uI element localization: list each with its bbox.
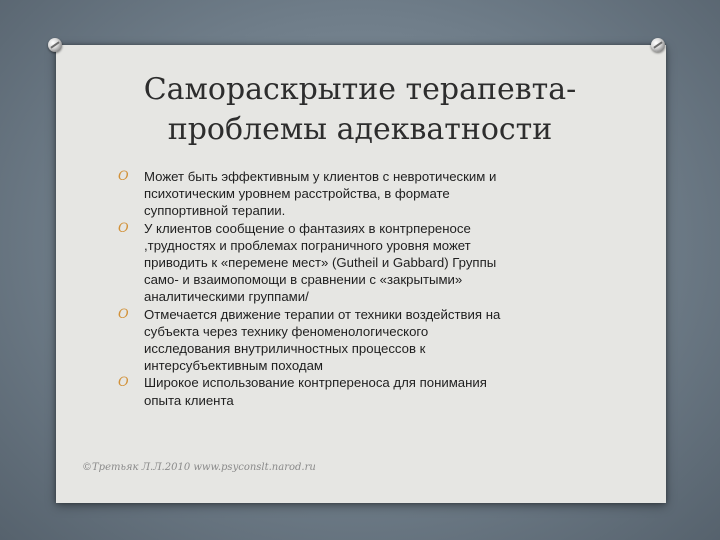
bullet-item-2 [118, 220, 598, 306]
slide-title [0, 70, 720, 150]
bullet-text: Отмечается движение терапии от техники воздействия на субъекта через технику феноменологического исследования внутриличностных процессов к интерсубъективным походам [144, 306, 501, 374]
screw-left-icon [48, 38, 62, 52]
bullet-text: Широкое использование контрпереноса для понимания опыта клиента [144, 375, 487, 408]
bullet-item-1 [118, 168, 598, 220]
screw-right-icon [651, 38, 665, 52]
bullet-marker-icon: O [118, 169, 129, 184]
slide-title-line-2: проблемы адекватности [167, 112, 553, 147]
bullet-marker-icon: O [118, 220, 129, 236]
bullet-text: Может быть эффективным у клиентов с невротическим и психотическим уровнем расстройства, в формате суппортивной терапии. [144, 169, 497, 219]
bullet-text: У клиентов сообщение о фантазиях в контрпереносе ,трудностях и проблемах пограничного уровня может приводить к «перемене мест» (Gutheil и Gabbard) Группы само- и взаимопомощи в сравнении с «закрытыми» аналитическими группами/ [144, 220, 497, 305]
bullet-item-4 [118, 374, 598, 408]
footer-credit: ©Третьяк Л.Л.2010 www.psyconslt.narod.ru [82, 462, 316, 473]
bullet-marker-icon: O [118, 306, 129, 322]
bullet-item-3 [118, 306, 598, 375]
bullet-marker-icon: O [118, 375, 129, 391]
slide-title-line-1: Самораскрытие терапевта- [143, 72, 577, 107]
bullet-list [118, 168, 598, 409]
